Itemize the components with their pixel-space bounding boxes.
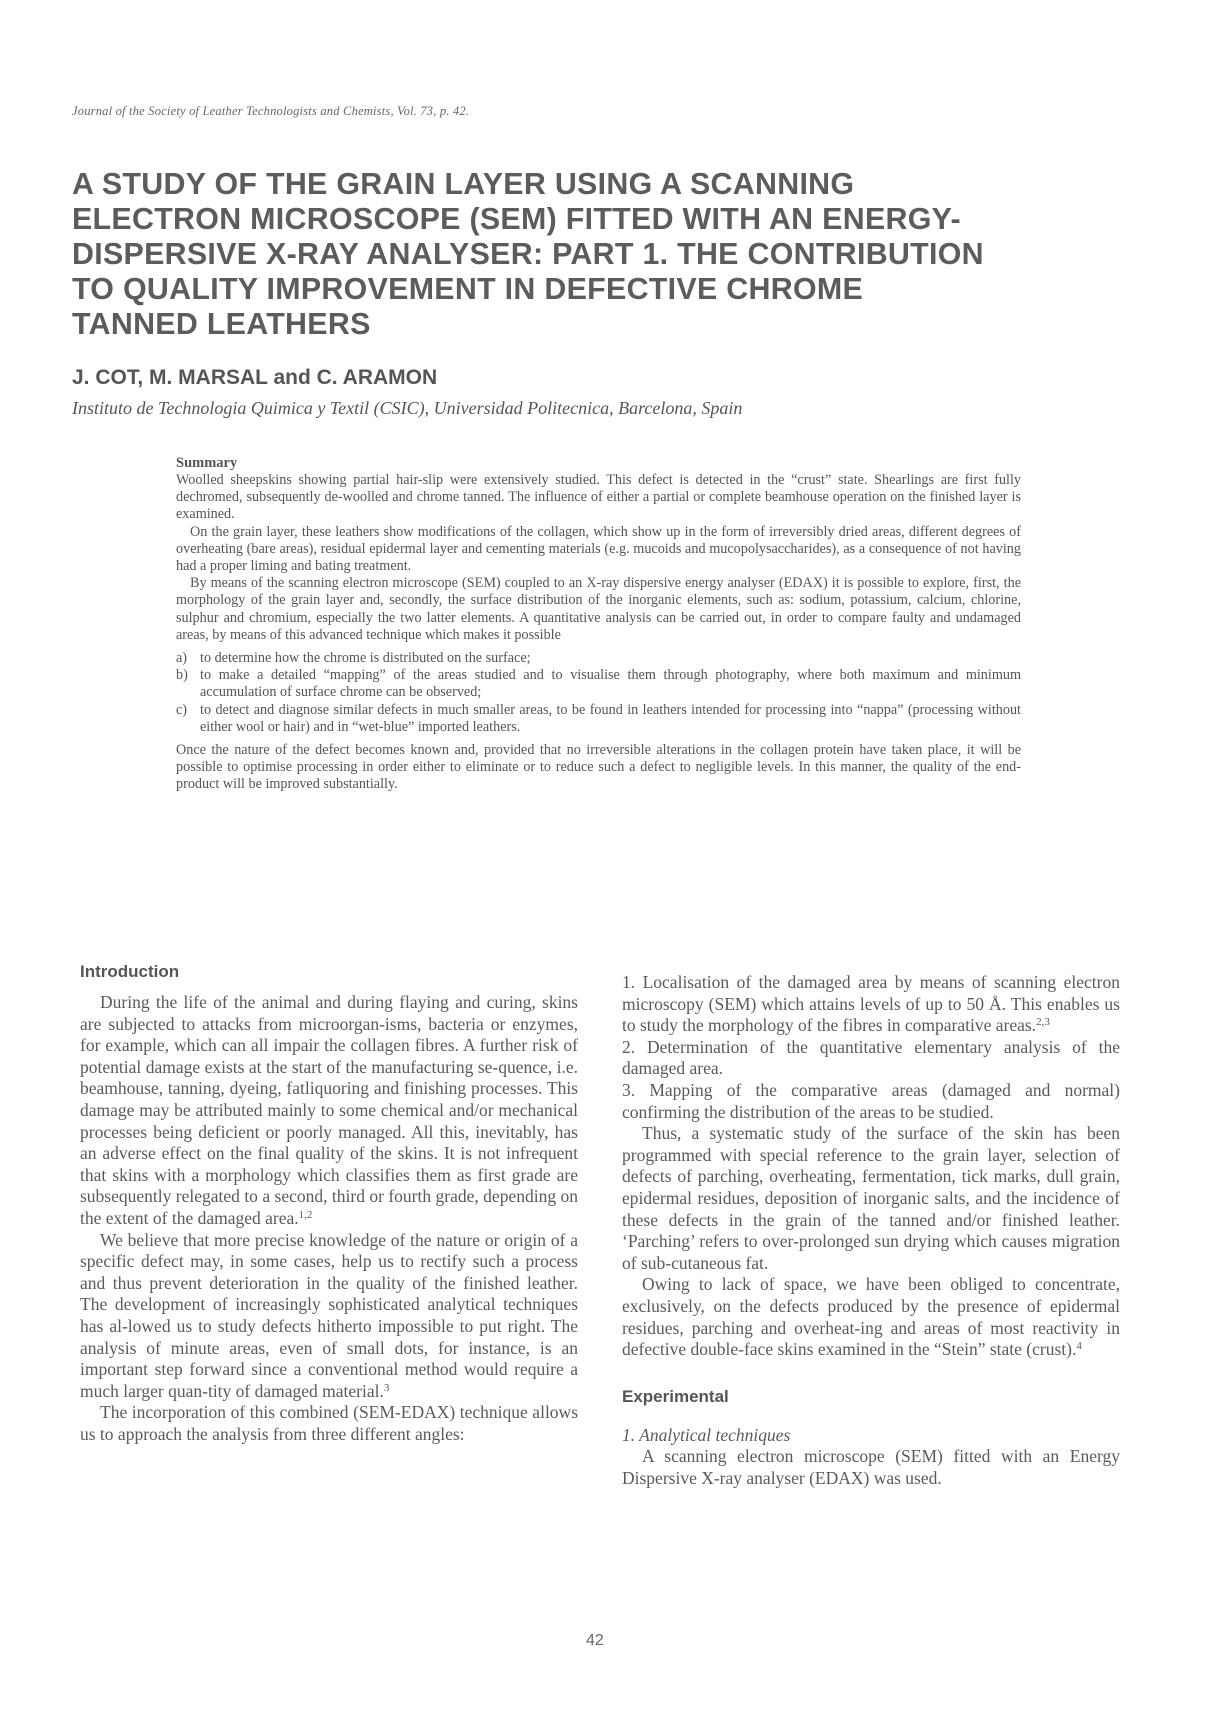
paragraph-text: Owing to lack of space, we have been obliged to concentrate, exclusively, on the defects produced by the presence of epidermal residues, parching and overheat-ing and areas of most reactivity in defective double-face skins examined in the “Stein” state (crust). — [622, 1274, 1120, 1360]
authors: J. COT, M. MARSAL and C. ARAMON — [72, 366, 438, 389]
numbered-item: 2. Determination of the quantitative elementary analysis of the damaged area. — [622, 1036, 1120, 1079]
affiliation: Instituto de Technologia Quimica y Textil (CSIC), Universidad Politecnica, Barcelona, Spain — [72, 398, 743, 418]
numbered-item: 3. Mapping of the comparative areas (damaged and normal) confirming the distribution of the areas to be studied. — [622, 1079, 1120, 1122]
left-column — [80, 962, 578, 1445]
reference-superscript: 2,3 — [1036, 1016, 1050, 1029]
paragraph-text: We believe that more precise knowledge of the nature or origin of a specific defect may, in some cases, help us to rectify such a process and thus prevent deterioration in the quality of the finished leather. The development of increasingly sophisticated analytical techniques has al-lowed us to study defects hitherto impossible to put right. The analysis of minute areas, even of small dots, for instance, is an important step forward since a conventional method would require a much larger quan-tity of damaged material. — [80, 1229, 578, 1401]
body-paragraph: A scanning electron microscope (SEM) fitted with an Energy Dispersive X-ray analyser (EDAX) was used. — [622, 1446, 1120, 1488]
introduction-heading: Introduction — [80, 962, 180, 981]
body-paragraph — [622, 1274, 1120, 1360]
right-column — [622, 972, 1120, 1489]
body-paragraph: The incorporation of this combined (SEM-EDAX) technique allows us to approach the analysis from three different angles: — [80, 1402, 578, 1444]
summary-paragraph: On the grain layer, these leathers show modifications of the collagen, which show up in the form of irreversibly dried areas, different degrees of overheating (bare areas), residual epidermal layer and cementing materials (e.g. mucoids and mucopolysaccharides), as a consequence of not having had a proper liming and bating treatment. — [176, 523, 1021, 575]
list-text: to make a detailed “mapping” of the areas studied and to visualise them through photography, where both maximum and minimum accumulation of surface chrome can be observed; — [200, 667, 1021, 701]
body-paragraph: Thus, a systematic study of the surface of the skin has been programmed with special reference to the grain layer, selection of defects of parching, overheating, fermentation, tick marks, dull grain, epidermal residues, deposition of inorganic salts, and the incidence of these defects in the grain of the tanned and/or finished leather. ‘Parching’ refers to over-prolonged sun drying which causes migration of sub-cutaneous fat. — [622, 1123, 1120, 1273]
list-text: to determine how the chrome is distributed on the surface; — [200, 650, 531, 667]
list-text: to detect and diagnose similar defects in much smaller areas, to be found in leathers intended for processing into “nappa” (processing without either wool or hair) and in “wet-blue” imported leathers. — [200, 701, 1021, 735]
summary-closing: Once the nature of the defect becomes known and, provided that no irreversible alterations in the collagen protein have taken place, it will be possible to optimise processing in order either to eliminate or to reduce such a defect to negligible levels. In this manner, the quality of the end-product will be improved substantially. — [176, 742, 1021, 793]
summary-paragraph: Woolled sheepskins showing partial hair-slip were extensively studied. This defect is detected in the “crust” state. Shearlings are first fully dechromed, subsequently de-woolled and chrome tanned. The influence of either a partial or complete beamhouse operation on the finished layer is examined. — [176, 472, 1021, 523]
title-line: TO QUALITY IMPROVEMENT IN DEFECTIVE CHROME — [72, 271, 864, 306]
list-marker: a) — [176, 650, 188, 667]
list-marker: b) — [176, 667, 188, 684]
paragraph-text: During the life of the animal and during flaying and curing, skins are subjected to attacks from microorgan-isms, bacteria or enzymes, for example, which can all impair the collagen fibres. A further risk of potential damage exists at the start of the manufacturing se-quence, i.e. beamhouse, tanning, dyeing, fatliquoring and finishing processes. This damage may be attributed mainly to some chemical and/or mechanical processes being deficient or poorly managed. All this, inevitably, has an adverse effect on the final quality of the skins. It is not infrequent that skins with a morphology which classifies them as first grade are subsequently relegated to a second, third or fourth grade, depending on the extent of the damaged area. — [80, 992, 578, 1228]
journal-header: Journal of the Society of Leather Technologists and Chemists, Vol. 73, p. 42. — [72, 104, 470, 118]
summary-list — [176, 650, 1021, 736]
reference-superscript: 4 — [1076, 1340, 1082, 1353]
summary-heading: Summary — [176, 455, 238, 471]
title-line: TANNED LEATHERS — [72, 306, 371, 341]
paper-title — [72, 166, 1160, 341]
summary-paragraph: By means of the scanning electron microscope (SEM) coupled to an X-ray dispersive energy analyser (EDAX) it is possible to explore, first, the morphology of the grain layer and, secondly, the surface distribution of the inorganic elements, such as: sodium, potassium, calcium, chlorine, sulphur and chromium, especially the two latter elements. A quantitative analysis can be carried out, in order to compare faulty and undamaged areas, by means of this advanced technique which makes it possible — [176, 575, 1021, 643]
title-line: ELECTRON MICROSCOPE (SEM) FITTED WITH AN ENERGY- — [72, 201, 961, 236]
experimental-heading: Experimental — [622, 1386, 729, 1406]
title-line: A STUDY OF THE GRAIN LAYER USING A SCANNING — [72, 166, 855, 201]
paragraph-text: 1. Localisation of the damaged area by means of scanning electron microscopy (SEM) which attains levels of up to 50 Å. This enables us to study the morphology of the fibres in comparative areas. — [622, 972, 1120, 1036]
list-item — [176, 702, 1021, 736]
list-marker: c) — [176, 701, 188, 718]
subsection-heading: 1. Analytical techniques — [622, 1424, 791, 1445]
page-number: 42 — [586, 1632, 604, 1649]
reference-superscript: 3 — [383, 1381, 390, 1394]
body-paragraph — [80, 1230, 578, 1403]
body-paragraph — [80, 992, 578, 1230]
summary-section — [176, 455, 1021, 794]
reference-superscript: 1,2 — [298, 1208, 313, 1221]
list-item — [176, 667, 1021, 701]
list-item — [176, 650, 1021, 667]
numbered-item — [622, 972, 1120, 1037]
title-line: DISPERSIVE X-RAY ANALYSER: PART 1. THE CONTRIBUTION — [72, 236, 984, 271]
